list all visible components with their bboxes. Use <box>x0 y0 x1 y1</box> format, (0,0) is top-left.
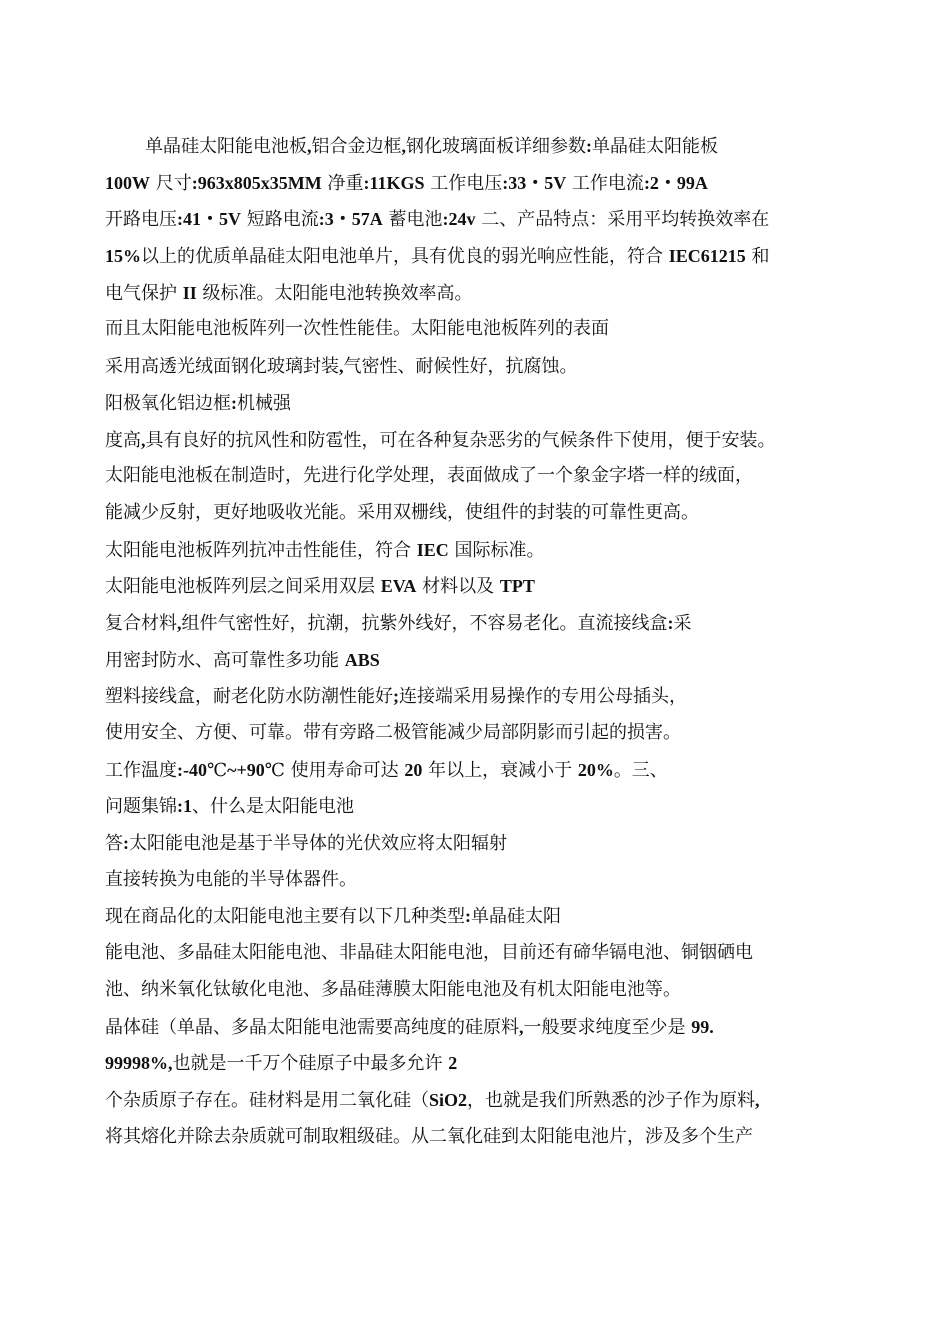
text-line: 现在商品化的太阳能电池主要有以下几种类型:单晶硅太阳 <box>105 906 561 928</box>
text-line: 99998%,也就是一千万个硅原子中最多允许 2 <box>105 1053 458 1075</box>
text-line: 采用高透光绒面钢化玻璃封装,气密性、耐候性好，抗腐蚀。 <box>105 356 578 378</box>
text-line: 单晶硅太阳能电池板,铝合金边框,钢化玻璃面板详细参数:单晶硅太阳能板 <box>145 136 718 157</box>
text-line: 而且太阳能电池板阵列一次性性能佳。太阳能电池板阵列的表面 <box>105 318 609 340</box>
text-line: 复合材料,组件气密性好，抗潮，抗紫外线好，不容易老化。直流接线盒:采 <box>105 612 692 634</box>
text-line: 池、纳米氧化钛敏化电池、多晶硅薄膜太阳能电池及有机太阳能电池等。 <box>105 978 681 1000</box>
text-line: 度高,具有良好的抗风性和防雹性，可在各种复杂恶劣的气候条件下使用，便于安装。 <box>105 429 776 451</box>
text-line: 塑料接线盒，耐老化防水防潮性能好;连接端采用易操作的专用公母插头， <box>105 686 687 708</box>
text-line: 能电池、多晶硅太阳能电池、非晶硅太阳能电池，目前还有碲华镉电池、铜铟硒电 <box>105 942 753 964</box>
text-line: 电气保护 II 级标准。太阳能电池转换效率高。 <box>105 282 473 304</box>
text-line: 太阳能电池板阵列抗冲击性能佳，符合 IEC 国际标准。 <box>105 539 545 561</box>
text-line: 能减少反射，更好地吸收光能。采用双栅线，使组件的封装的可靠性更高。 <box>105 501 699 523</box>
text-line: 开路电压:41・5V 短路电流:3・57A 蓄电池:24v 二、产品特点：采用平均转换效率在 <box>105 209 770 231</box>
text-line: 晶体硅（单晶、多晶太阳能电池需要高纯度的硅原料,一般要求纯度至少是 99. <box>105 1016 714 1038</box>
text-line: 个杂质原子存在。硅材料是用二氧化硅（SiO2，也就是我们所熟悉的沙子作为原料, <box>105 1089 760 1111</box>
text-line: 15%以上的优质单晶硅太阳电池单片，具有优良的弱光响应性能，符合 IEC61215 和 <box>105 246 770 268</box>
text-line: 用密封防水、高可靠性多功能 ABS <box>105 649 380 671</box>
text-line: 问题集锦:1、什么是太阳能电池 <box>105 796 354 818</box>
document-body <box>105 128 865 1155</box>
text-line: 将其熔化并除去杂质就可制取粗级硅。从二氧化硅到太阳能电池片，涉及多个生产 <box>105 1125 753 1147</box>
text-line: 100W 尺寸:963x805x35MM 净重:11KGS 工作电压:33・5V 工作电流:2・99A <box>105 172 708 194</box>
text-line: 阳极氧化铝边框:机械强 <box>105 392 291 414</box>
text-line: 太阳能电池板在制造时，先进行化学处理，表面做成了一个象金字塔一样的绒面， <box>105 465 753 487</box>
text-line: 太阳能电池板阵列层之间采用双层 EVA 材料以及 TPT <box>105 576 535 598</box>
text-line: 使用安全、方便、可靠。带有旁路二极管能减少局部阴影而引起的损害。 <box>105 722 681 743</box>
text-line: 工作温度:-40℃~+90℃ 使用寿命可达 20 年以上，衰减小于 20%。三、 <box>105 759 668 781</box>
text-line: 答:太阳能电池是基于半导体的光伏效应将太阳辐射 <box>105 833 507 855</box>
text-line: 直接转换为电能的半导体器件。 <box>105 868 357 890</box>
